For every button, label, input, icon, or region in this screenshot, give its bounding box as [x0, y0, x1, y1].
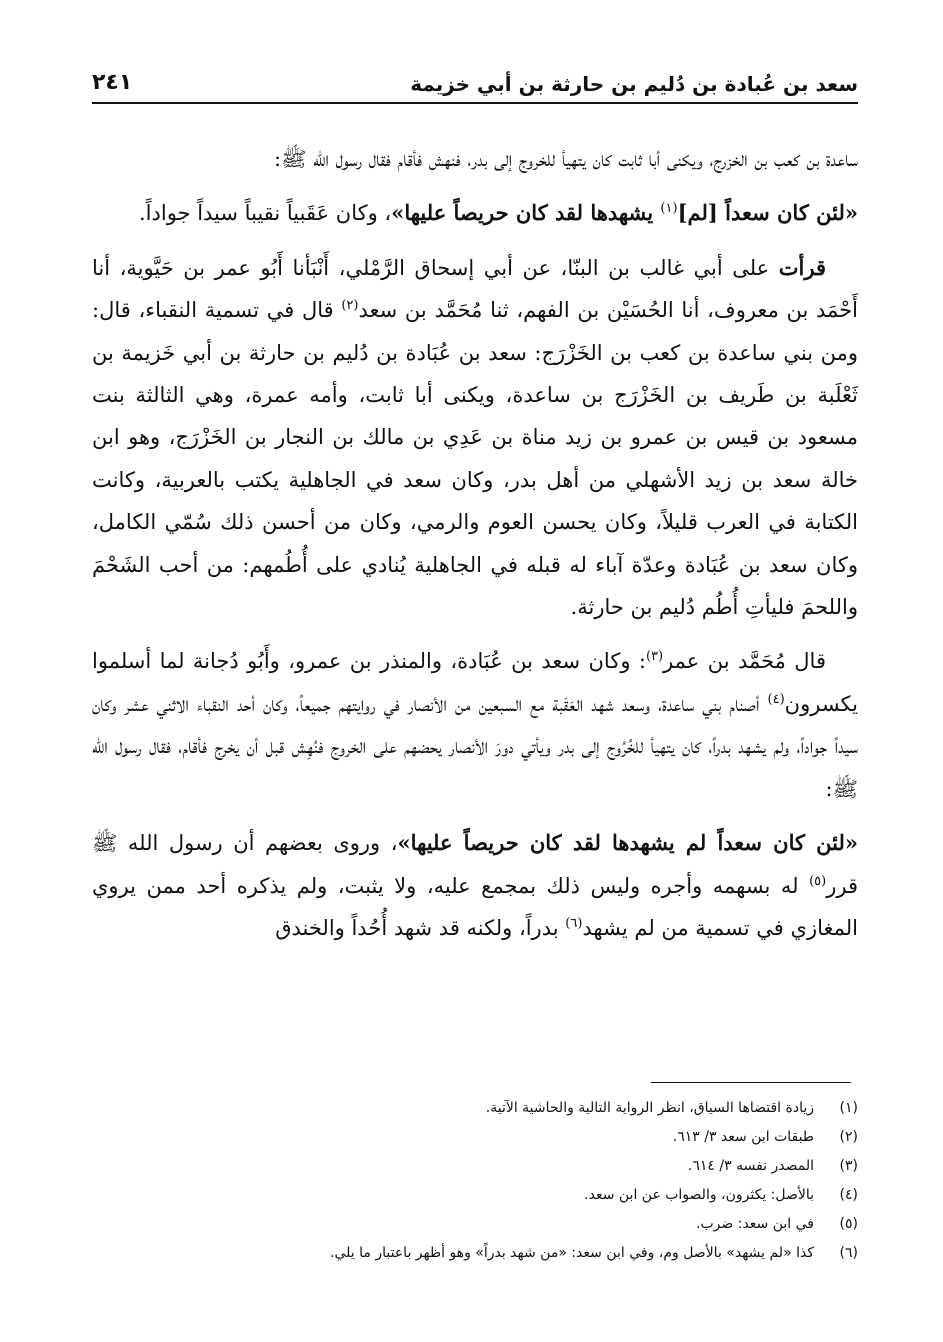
- footnote-text: في ابن سعد: ضرب.: [696, 1216, 814, 1232]
- footnote-marker: (٢): [341, 298, 359, 314]
- paragraph: [92, 822, 858, 949]
- footnote-item: [92, 1210, 858, 1239]
- page-number: ٢٤١: [92, 70, 133, 95]
- footnote-marker: (٦): [565, 915, 583, 931]
- footnote-text: بالأصل: يكثرون، والصواب عن ابن سعد.: [584, 1187, 814, 1203]
- footnote-item: [92, 1094, 858, 1123]
- bold-text: «لئن كان سعداً [لم]: [677, 200, 858, 226]
- footnote-item: [92, 1181, 858, 1210]
- main-text: [92, 138, 858, 961]
- text-run: بدراً، ولكنه قد شهد أُحُداً والخندق: [275, 915, 566, 940]
- paragraph: [92, 247, 858, 629]
- bold-text: يشهدها لقد كان حريصاً عليها»: [391, 200, 661, 226]
- paragraph: [92, 192, 858, 234]
- footnote-item: [92, 1152, 858, 1181]
- paragraph: [92, 138, 858, 180]
- footnote-divider: [651, 1082, 851, 1083]
- text-run: له بسهمه وأجره وليس ذلك بمجمع عليه، ولا يثبت، ولم يذكره أحد ممن يروي المغازي في تسمية من لم يشهد: [92, 873, 858, 940]
- text-run: قال في تسمية النقباء، قال: ومن بني ساعدة بن كعب بن الخَزْرَج: سعد بن عُبَادة بن دُليم بن حارثة بن أبي خَزيمة بن ثَعْلَبة بن طَريف بن الخَزْرَج بن ساعدة، ويكنى أبا ثابت، وأمه عمرة، وهي الثالثة بنت مسعود بن قيس بن عمرو بن زيد مناة بن عَدِي بن مالك بن النجار بن الخَزْرَج، وهو ابن خالة سعد بن زيد الأشهلي من أهل بدر، وكان سعد في الجاهلية يكتب بالعربية، وكانت الكتابة في العرب قليلاً، وكان يحسن العوم والرمي، وكان من أحسن ذلك سُمّي الكامل، وكان سعد بن عُبَادة وعدّة آباء له قبله في الجاهلية يُنادي على أُطُمهم: من أحب الشَحْمَ واللحمَ فليأتِ أُطُم دُليم بن حارثة.: [92, 298, 858, 620]
- footnote-number: (٥): [839, 1216, 858, 1232]
- footnote-number: (٤): [839, 1187, 858, 1203]
- footnote-marker: (١): [660, 201, 678, 217]
- text-run: أصنام بني ساعدة، وسعد شهد العَقَبة مع السبعين من الأنصار في روايتهم جميعاً، وكان أحد النقباء الاثني عشر وكان سيداً جواداً، ولم يشهد بدراً، كان يتهيأ للخُرُوج إلى بدر ويأتي دورَ الأنصار يحضهم على الخروج فنُهِش قبل أن يخرج فأقام، فقال رسول الله ﷺ:: [92, 691, 858, 801]
- footnote-text: المصدر نفسه ٣/ ٦١٤.: [687, 1158, 814, 1174]
- text-run: : وكان سعد بن عُبَادة، والمنذر بن عمرو، وأَبُو دُجانة لما أسلموا يكسرون: [92, 649, 858, 716]
- page-header: [92, 62, 858, 104]
- footnote-number: (١): [839, 1100, 858, 1116]
- paragraph: [92, 640, 858, 810]
- text-run: قال مُحَمَّد بن عمر: [663, 649, 826, 674]
- footnote-marker: (٣): [645, 649, 664, 665]
- footnote-item: [92, 1123, 858, 1152]
- footnote-number: (٢): [839, 1129, 858, 1145]
- footnote-marker: (٥): [809, 873, 827, 889]
- text-run: ، وكان عَقَبياً نقيباً سيداً جواداً.: [139, 201, 392, 226]
- footnote-marker: (٤): [767, 691, 785, 707]
- footnote-text: زيادة اقتضاها السياق، انظر الرواية التالية والحاشية الآتية.: [485, 1100, 814, 1116]
- bold-text: «لئن كان سعداً لم يشهدها لقد كان حريصاً عليها»: [397, 830, 858, 856]
- running-title: سعد بن عُبادة بن دُليم بن حارثة بن أبي خزيمة: [410, 72, 858, 96]
- text-run: ساعدة بن كعب بن الخزرج، ويكنى أبا ثابت كان يتهيأ للخروج إلى بدر، فنهش فأقام فقال رسول الله ﷺ:: [274, 147, 858, 171]
- footnotes: [92, 1094, 858, 1268]
- footnote-text: طبقات ابن سعد ٣/ ٦١٣.: [672, 1129, 814, 1145]
- text-run: ، وروى بعضهم أن رسول الله ﷺ قرر: [92, 831, 858, 898]
- footnote-number: (٦): [839, 1245, 858, 1261]
- text-run: على أبي غالب بن البنّا، عن أبي إسحاق الرَّمْلي، أَنْبَأنا أَبُو عمر بن حَيَّوية، أنا أَحْمَد بن معروف، أنا الحُسَيْن بن الفهم، ثنا مُحَمَّد بن سعد: [92, 255, 858, 323]
- footnote-number: (٣): [839, 1158, 858, 1174]
- bold-text: قرأت: [778, 254, 826, 280]
- footnote-text: كذا «لم يشهد» بالأصل وم، وفي ابن سعد: «من شهد بدراً» وهو أظهر باعتبار ما يلي.: [330, 1245, 814, 1261]
- footnote-item: [92, 1239, 858, 1268]
